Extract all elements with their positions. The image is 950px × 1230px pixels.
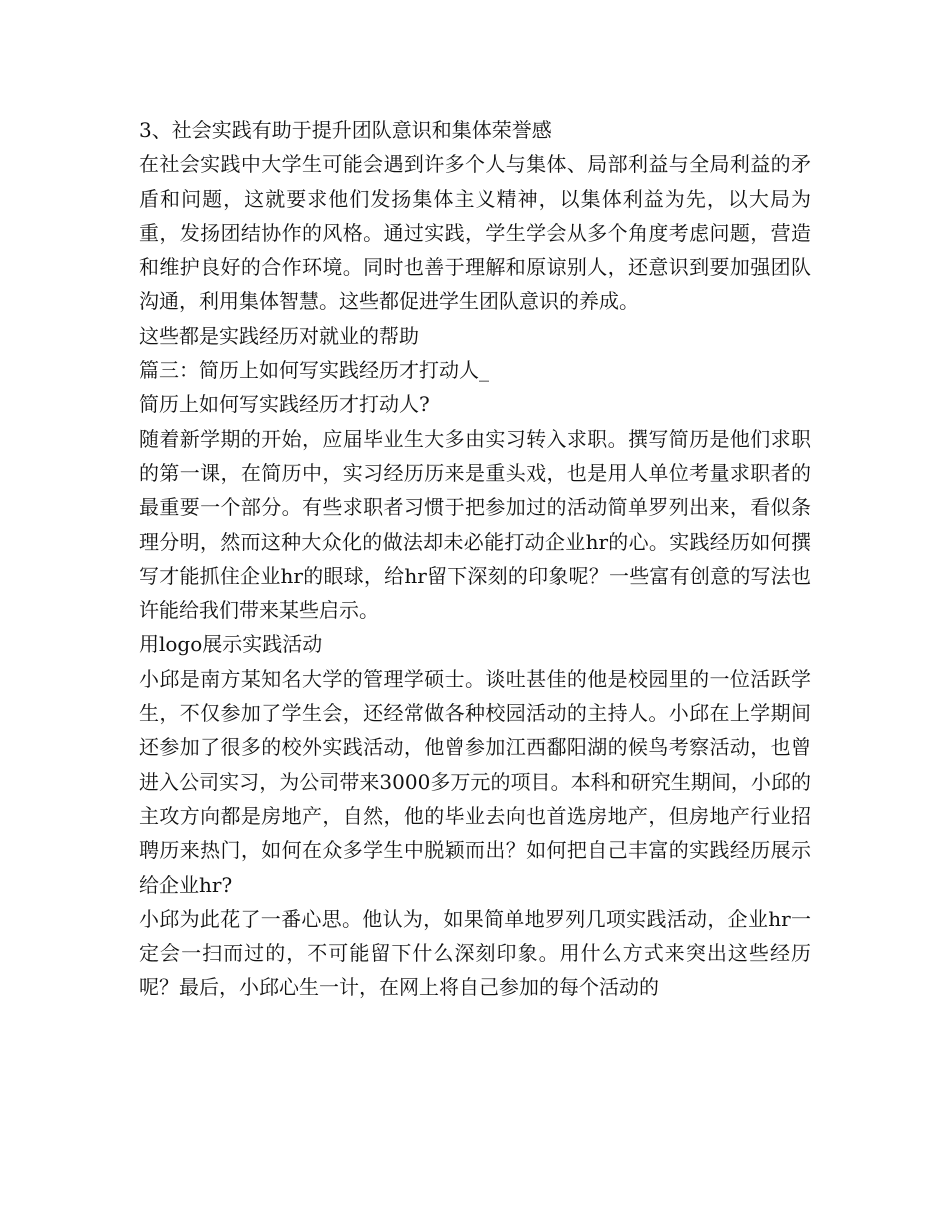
paragraph-teamwork-body: 在社会实践中大学生可能会遇到许多个人与集体、局部利益与全局利益的矛盾和问题，这就要求他们发扬集体主义精神，以集体利益为先，以大局为重，发扬团结协作的风格。通过实践，学生学会从多个角度考虑问题，营造和维护良好的合作环境。同时也善于理解和原谅别人，还意识到要加强团队沟通，利用集体智慧。这些都促进学生团队意识的养成。 — [139, 152, 811, 314]
paragraph-xiaoqiu-background: 小邱是南方某知名大学的管理学硕士。谈吐甚佳的他是校园里的一位活跃学生，不仅参加了学生会，还经常做各种校园活动的主持人。小邱在上学期间还参加了很多的校外实践活动，他曾参加江西鄱阳湖的候鸟考察活动，也曾进入公司实习，为公司带来3000多万元的项目。本科和研究生期间，小邱的主攻方向都是房地产，自然，他的毕业去向也首选房地产，但房地产行业招聘历来热门，如何在众多学生中脱颖而出？如何把自己丰富的实践经历展示给企业hr? — [139, 666, 811, 897]
paragraph-intro: 随着新学期的开始，应届毕业生大多由实习转入求职。撰写简历是他们求职的第一课，在简历中，实习经历历来是重头戏，也是用人单位考量求职者的最重要一个部分。有些求职者习惯于把参加过的活动简单罗列出来，看似条理分明，然而这种大众化的做法却未必能打动企业hr的心。实践经历如何撰写才能抓住企业hr的眼球，给hr留下深刻的印象呢？一些富有创意的写法也许能给我们带来某些启示。 — [139, 426, 811, 623]
document-body — [139, 113, 811, 1005]
paragraph-xiaoqiu-idea: 小邱为此花了一番心思。他认为，如果简单地罗列几项实践活动，企业hr一定会一扫而过的，不可能留下什么深刻印象。用什么方式来突出这些经历呢？最后，小邱心生一计，在网上将自己参加的每个活动的 — [139, 906, 811, 1000]
section-heading-logo: 用logo展示实践活动 — [139, 632, 323, 657]
article-subtitle: 简历上如何写实践经历才打动人? — [139, 392, 430, 417]
chapter-title: 篇三：简历上如何写实践经历才打动人_ — [139, 358, 489, 383]
paragraph-summary-line: 这些都是实践经历对就业的帮助 — [139, 323, 419, 348]
section-heading-teamwork: 3、社会实践有助于提升团队意识和集体荣誉感 — [139, 118, 552, 142]
